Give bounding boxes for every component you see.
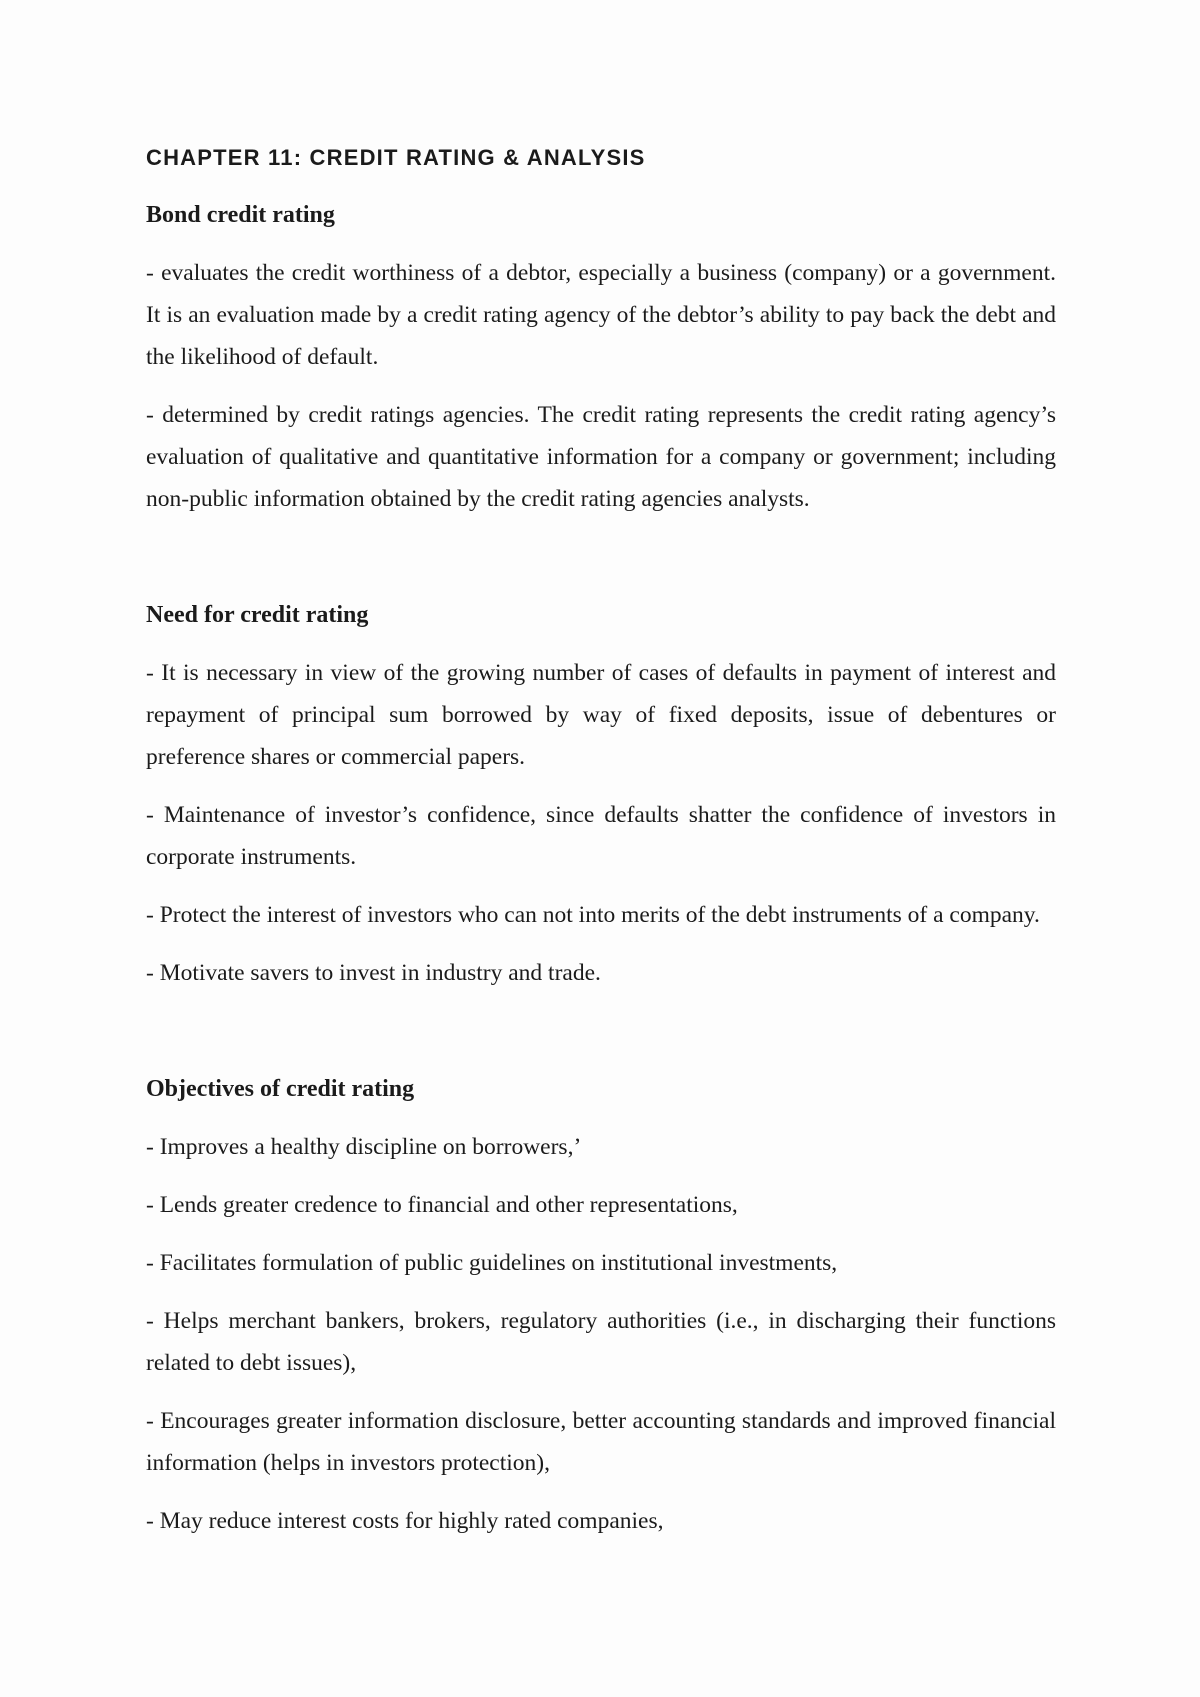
paragraph: - May reduce interest costs for highly rated companies, [146,1508,664,1534]
section-heading: Bond credit rating [146,202,335,228]
paragraph: - determined by credit ratings agencies. The credit rating represents the credit rating agency’s evaluation of qualitative and quantitative information for a company or government; including non-public information obtained by the credit rating agencies analysts. [146,402,1056,512]
paragraph: - Protect the interest of investors who can not into merits of the debt instruments of a company. [146,902,1040,928]
document-body [146,140,1056,1558]
paragraph: - Maintenance of investor’s confidence, since defaults shatter the confidence of investors in corporate instruments. [146,802,1056,870]
paragraph: - Helps merchant bankers, brokers, regulatory authorities (i.e., in discharging their functions related to debt issues), [146,1308,1056,1376]
section-heading: Need for credit rating [146,602,369,628]
section-need-for-credit-rating [146,598,1056,994]
chapter-title: CHAPTER 11: CREDIT RATING & ANALYSIS [146,145,646,170]
paragraph: - Motivate savers to invest in industry and trade. [146,960,601,986]
section-objectives-of-credit-rating [146,1072,1056,1542]
paragraph: - Improves a healthy discipline on borrowers,’ [146,1134,582,1160]
paragraph: - Facilitates formulation of public guidelines on institutional investments, [146,1250,838,1276]
paragraph: - Encourages greater information disclosure, better accounting standards and improved financial information (helps in investors protection), [146,1408,1056,1476]
paragraph: - evaluates the credit worthiness of a debtor, especially a business (company) or a government. It is an evaluation made by a credit rating agency of the debtor’s ability to pay back the debt and the likelihood of default. [146,260,1056,370]
paragraph: - Lends greater credence to financial and other representations, [146,1192,738,1218]
section-bond-credit-rating [146,198,1056,520]
section-heading: Objectives of credit rating [146,1076,415,1102]
section-spacer [146,536,1056,598]
section-spacer [146,1010,1056,1072]
paragraph: - It is necessary in view of the growing number of cases of defaults in payment of interest and repayment of principal sum borrowed by way of fixed deposits, issue of debentures or preference shares or commercial papers. [146,660,1056,770]
